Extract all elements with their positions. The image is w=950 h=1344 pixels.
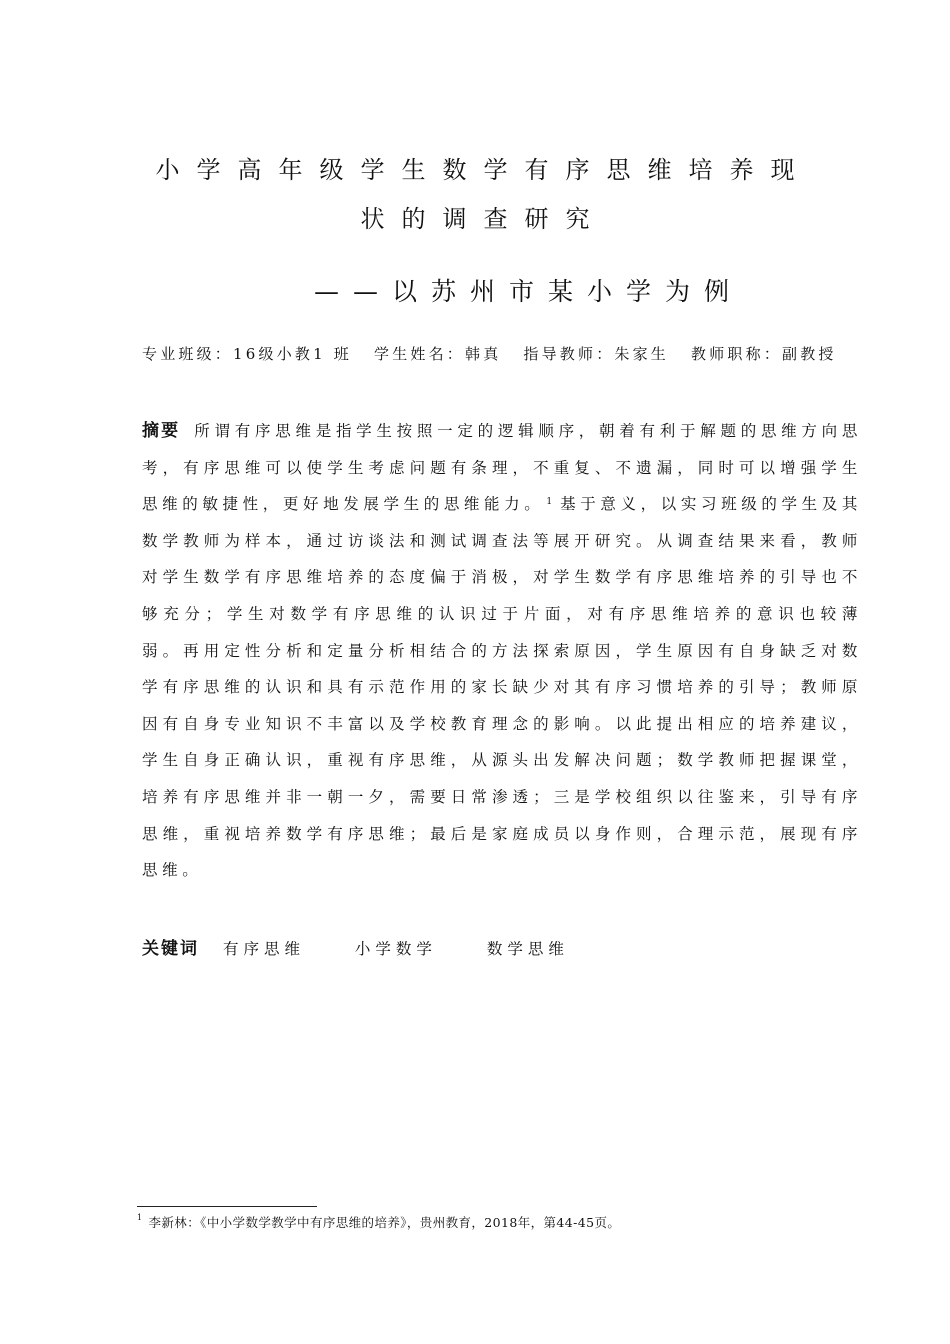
footnote-number: 1 xyxy=(137,1213,143,1222)
author-info xyxy=(142,343,872,366)
keyword-item: 小学数学 xyxy=(354,940,437,958)
advisor-title: 教师职称：副教授 xyxy=(691,345,837,363)
abstract xyxy=(142,413,862,889)
keywords xyxy=(142,934,609,959)
keyword-item: 有序思维 xyxy=(222,940,305,958)
footnote-text: 李新林：《中小学数学教学中有序思维的培养》，贵州教育，2018年，第44-45页。 xyxy=(148,1215,621,1230)
paper-title-line-1: 小学高年级学生数学有序思维培养现 xyxy=(155,156,812,184)
advisor-name: 指导教师：朱家生 xyxy=(523,345,670,363)
abstract-label: 摘要 xyxy=(142,421,181,441)
paper-subtitle: ——以苏州市某小学为例 xyxy=(314,277,744,306)
student-name: 学生姓名：韩真 xyxy=(374,345,502,363)
abstract-text-part1: 所谓有序思维是指学生按照一定的逻辑顺序，朝着有利于解题的思维方向思考，有序思维可以使学生考虑问题有条理，不重复、不遗漏，同时可以增强学生思维的敏捷性，更好地发展学生的思维能力。 xyxy=(142,422,862,514)
paper-title-line-2: 状的调查研究 xyxy=(360,205,607,233)
footnote-divider xyxy=(137,1206,317,1207)
keywords-label: 关键词 xyxy=(142,939,199,959)
keyword-item: 数学思维 xyxy=(486,940,569,958)
footnote xyxy=(137,1213,620,1231)
class-info: 专业班级：16级小教1 班 xyxy=(142,345,352,363)
footnote-reference[interactable]: 1 xyxy=(546,497,553,508)
abstract-text-part2: 基于意义，以实习班级的学生及其数学教师为样本，通过访谈法和测试调查法等展开研究。从调查结果来看，教师对学生数学有序思维培养的态度偏于消极，对学生数学有序思维培养的引导也不够充分；学生对数学有序思维的认识过于片面，对有序思维培养的意识也较薄弱。再用定性分析和定量分析相结合的方法探索原因，学生原因有自身缺乏对数学有序思维的认识和具有示范作用的家长缺少对其有序习惯培养的引导；教师原因有自身专业知识不丰富以及学校教育理念的影响。以此提出相应的培养建议，学生自身正确认识，重视有序思维，从源头出发解决问题；数学教师把握课堂，培养有序思维并非一朝一夕，需要日常渗透；三是学校组织以往鉴来，引导有序思维，重视培养数学有序思维；最后是家庭成员以身作则，合理示范，展现有序思维。 xyxy=(142,495,862,880)
